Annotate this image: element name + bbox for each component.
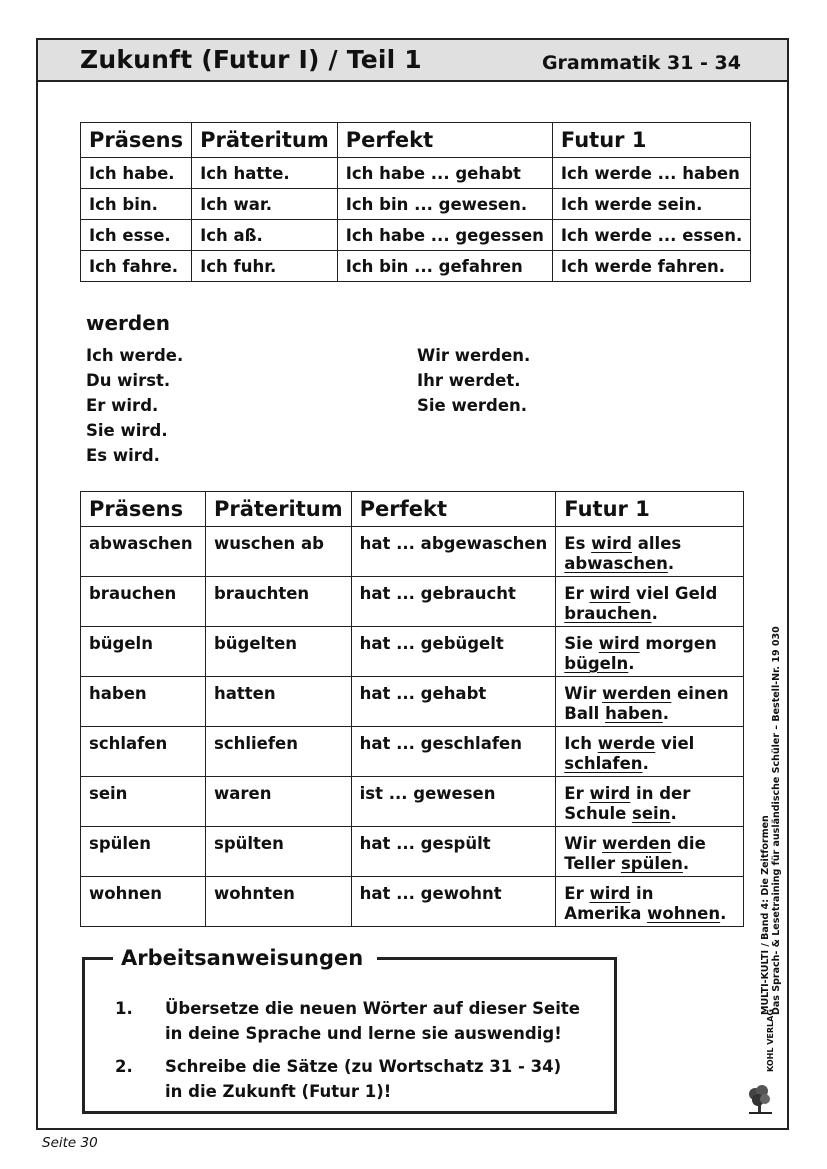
example-sentence-cell bbox=[556, 677, 744, 727]
table-cell: spülen bbox=[81, 827, 206, 877]
column-header: Präteritum bbox=[206, 492, 352, 527]
werden-form: Du wirst. bbox=[86, 371, 171, 390]
sentence-text: Er bbox=[564, 784, 590, 803]
column-header: Futur 1 bbox=[556, 492, 744, 527]
instructions-box bbox=[82, 946, 617, 1114]
werden-form: Er wird. bbox=[86, 396, 159, 415]
publisher-line: MULTI-KULTI / Band 4: Die Zeitformen bbox=[760, 815, 771, 1015]
werden-form: Sie wird. bbox=[86, 421, 168, 440]
werden-form: Ihr werdet. bbox=[417, 371, 521, 390]
table-cell: ist ... gewesen bbox=[351, 777, 556, 827]
underlined-word: brauchen bbox=[564, 604, 652, 623]
sentence-text: alles bbox=[632, 534, 682, 553]
underlined-word: wird bbox=[589, 784, 631, 803]
underlined-word: wird bbox=[589, 584, 631, 603]
example-sentence-cell bbox=[556, 727, 744, 777]
table-row bbox=[81, 877, 744, 927]
sentence-text: einen Ball bbox=[564, 684, 729, 723]
table-cell: spülten bbox=[206, 827, 352, 877]
column-header: Präsens bbox=[81, 123, 192, 158]
table-cell: Ich bin ... gefahren bbox=[337, 251, 552, 282]
table-cell: wohnten bbox=[206, 877, 352, 927]
table-row bbox=[81, 727, 744, 777]
column-header: Perfekt bbox=[337, 123, 552, 158]
table-cell: Ich fuhr. bbox=[192, 251, 338, 282]
sentence-text: . bbox=[682, 854, 690, 873]
publisher-logo-text: KOHL VERLAG bbox=[766, 1009, 775, 1072]
table-row bbox=[81, 777, 744, 827]
example-sentence-cell bbox=[556, 627, 744, 677]
table-cell: hat ... gebraucht bbox=[351, 577, 556, 627]
sentence-text: Wir bbox=[564, 834, 603, 853]
underlined-word: werden bbox=[602, 834, 672, 853]
table-row bbox=[81, 677, 744, 727]
sentence-text: . bbox=[662, 704, 669, 723]
instruction-number: 2. bbox=[115, 1057, 133, 1076]
table-row bbox=[81, 158, 751, 189]
sentence-text: Wir bbox=[564, 684, 603, 703]
table-cell: Ich bin. bbox=[81, 189, 192, 220]
tree-logo-icon bbox=[745, 1080, 775, 1116]
table-cell: abwaschen bbox=[81, 527, 206, 577]
werden-form: Sie werden. bbox=[417, 396, 528, 415]
publisher-text bbox=[760, 626, 782, 1015]
instruction-text bbox=[165, 1054, 585, 1104]
sentence-text: Es bbox=[564, 534, 592, 553]
example-sentence-cell bbox=[556, 827, 744, 877]
sentence-text: Er bbox=[564, 584, 590, 603]
sentence-text: morgen bbox=[639, 634, 717, 653]
werden-heading: werden bbox=[86, 311, 171, 335]
underlined-word: schlafen bbox=[564, 754, 643, 773]
table-cell: hat ... gebügelt bbox=[351, 627, 556, 677]
table-row bbox=[81, 827, 744, 877]
example-sentence-cell bbox=[556, 577, 744, 627]
sentence-text: viel bbox=[655, 734, 695, 753]
table-cell: sein bbox=[81, 777, 206, 827]
sentence-text: in Amerika bbox=[564, 884, 654, 923]
sentence-text: . bbox=[670, 804, 677, 823]
table-cell: Ich werde fahren. bbox=[552, 251, 750, 282]
werden-form: Wir werden. bbox=[417, 346, 531, 365]
conjugation-table-1 bbox=[80, 122, 751, 282]
sentence-text: Ich bbox=[564, 734, 598, 753]
underlined-word: abwaschen bbox=[564, 554, 668, 573]
instruction-line: in deine Sprache und lerne sie auswendig! bbox=[165, 1024, 562, 1043]
column-header: Perfekt bbox=[351, 492, 556, 527]
table-cell: Ich werde sein. bbox=[552, 189, 750, 220]
sentence-text: . bbox=[667, 554, 675, 573]
table-cell: Ich esse. bbox=[81, 220, 192, 251]
underlined-word: werden bbox=[602, 684, 672, 703]
column-header: Präteritum bbox=[192, 123, 338, 158]
publisher-sidebar bbox=[760, 626, 790, 1015]
table-cell: hatten bbox=[206, 677, 352, 727]
table-cell: bügelten bbox=[206, 627, 352, 677]
underlined-word: wird bbox=[598, 634, 640, 653]
table-cell: hat ... abgewaschen bbox=[351, 527, 556, 577]
underlined-word: wird bbox=[589, 884, 631, 903]
table-cell: Ich habe ... gehabt bbox=[337, 158, 552, 189]
underlined-word: werde bbox=[597, 734, 656, 753]
table-row bbox=[81, 220, 751, 251]
table-cell: Ich war. bbox=[192, 189, 338, 220]
underlined-word: wohnen bbox=[647, 904, 721, 923]
conjugation-table-2 bbox=[80, 491, 744, 927]
table-cell: haben bbox=[81, 677, 206, 727]
table-cell: Ich werde ... essen. bbox=[552, 220, 750, 251]
sentence-text: . bbox=[651, 604, 658, 623]
sentence-text: . bbox=[628, 654, 635, 673]
publisher-line: Das Sprach- & Lesetraining für ausländische Schüler – Bestell-Nr. 19 030 bbox=[771, 626, 782, 1015]
werden-form: Ich werde. bbox=[86, 346, 184, 365]
table-header-row bbox=[81, 123, 751, 158]
underlined-word: sein bbox=[632, 804, 671, 823]
instruction-number: 1. bbox=[115, 999, 133, 1018]
table-body bbox=[81, 158, 751, 282]
sentence-text: Sie bbox=[564, 634, 599, 653]
sentence-text: . bbox=[720, 904, 727, 923]
table-row bbox=[81, 189, 751, 220]
table-cell: waren bbox=[206, 777, 352, 827]
table-cell: Ich werde ... haben bbox=[552, 158, 750, 189]
table-cell: schliefen bbox=[206, 727, 352, 777]
table-row bbox=[81, 527, 744, 577]
example-sentence-cell bbox=[556, 777, 744, 827]
werden-singular-list bbox=[86, 343, 183, 468]
example-sentence-cell bbox=[556, 877, 744, 927]
table-cell: Ich habe. bbox=[81, 158, 192, 189]
underlined-word: spülen bbox=[620, 854, 683, 873]
instruction-text bbox=[165, 996, 585, 1046]
header-bar bbox=[38, 40, 787, 82]
column-header: Präsens bbox=[81, 492, 206, 527]
table-body bbox=[81, 527, 744, 927]
table-cell: wuschen ab bbox=[206, 527, 352, 577]
example-sentence-cell bbox=[556, 527, 744, 577]
sentence-text: viel Geld bbox=[630, 584, 718, 603]
table-cell: hat ... gespült bbox=[351, 827, 556, 877]
underlined-word: haben bbox=[605, 704, 663, 723]
instruction-line: in die Zukunft (Futur 1)! bbox=[165, 1082, 392, 1101]
table-row bbox=[81, 251, 751, 282]
sentence-text: in der Schule bbox=[564, 784, 691, 823]
page-title: Zukunft (Futur I) / Teil 1 bbox=[80, 45, 422, 74]
table-cell: Ich hatte. bbox=[192, 158, 338, 189]
sentence-text: die Teller bbox=[564, 834, 706, 873]
table-row bbox=[81, 627, 744, 677]
table-cell: brauchten bbox=[206, 577, 352, 627]
sentence-text: Er bbox=[564, 884, 590, 903]
table-cell: hat ... gewohnt bbox=[351, 877, 556, 927]
instruction-line: Schreibe die Sätze (zu Wortschatz 31 - 34) bbox=[165, 1057, 562, 1076]
table-row bbox=[81, 577, 744, 627]
werden-form: Es wird. bbox=[86, 446, 160, 465]
table-cell: hat ... geschlafen bbox=[351, 727, 556, 777]
table-cell: hat ... gehabt bbox=[351, 677, 556, 727]
section-label: Grammatik 31 - 34 bbox=[541, 52, 741, 74]
table-header-row bbox=[81, 492, 744, 527]
table-cell: brauchen bbox=[81, 577, 206, 627]
page-number: Seite 30 bbox=[42, 1135, 98, 1151]
table-cell: Ich fahre. bbox=[81, 251, 192, 282]
table-cell: Ich habe ... gegessen bbox=[337, 220, 552, 251]
table-cell: Ich aß. bbox=[192, 220, 338, 251]
instruction-line: Übersetze die neuen Wörter auf dieser Seite bbox=[165, 999, 580, 1018]
table-cell: schlafen bbox=[81, 727, 206, 777]
table-cell: wohnen bbox=[81, 877, 206, 927]
sentence-text: . bbox=[642, 754, 649, 773]
underlined-word: wird bbox=[591, 534, 632, 553]
werden-plural-list bbox=[417, 343, 530, 418]
instructions-title: Arbeitsanweisungen bbox=[113, 946, 377, 970]
table-cell: bügeln bbox=[81, 627, 206, 677]
table-cell: Ich bin ... gewesen. bbox=[337, 189, 552, 220]
underlined-word: bügeln bbox=[564, 654, 629, 673]
column-header: Futur 1 bbox=[552, 123, 750, 158]
